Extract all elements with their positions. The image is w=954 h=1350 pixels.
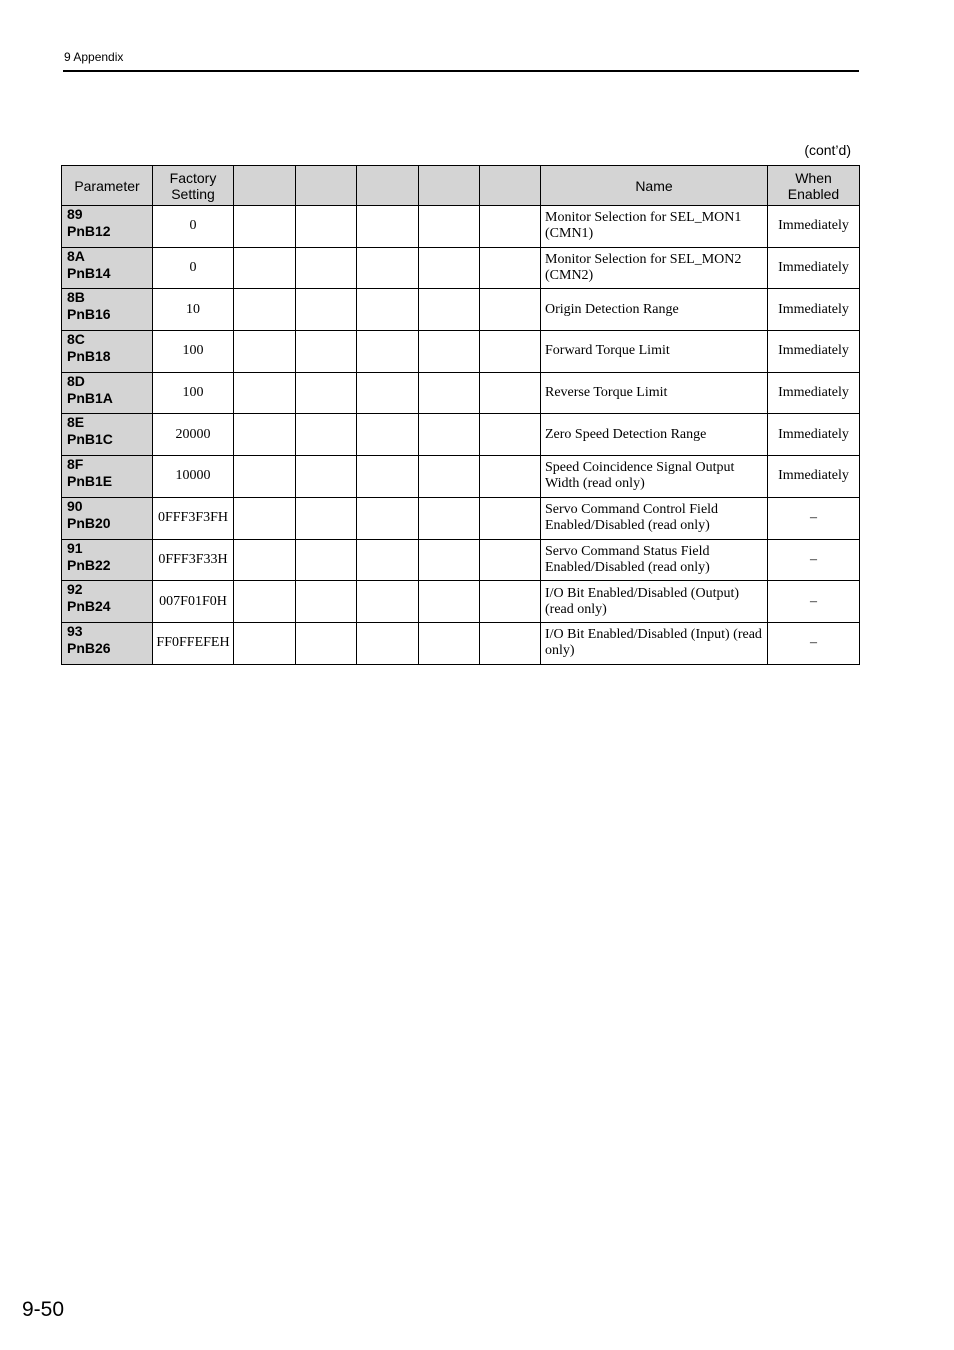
name-cell: Servo Command Control Field Enabled/Disabled (read only) [541, 497, 768, 539]
factory-setting-cell: 100 [153, 372, 234, 414]
parameter-code: 93 [67, 622, 83, 639]
table-row [62, 206, 860, 248]
factory-setting-cell: 20000 [153, 414, 234, 456]
blank-cell-4 [419, 539, 480, 581]
when-enabled-cell: – [768, 622, 860, 664]
parameter-table [61, 165, 860, 665]
parameter-id: PnB1E [67, 473, 113, 490]
parameter-cell [62, 247, 153, 289]
when-enabled-cell: Immediately [768, 414, 860, 456]
blank-cell-2 [296, 331, 357, 373]
factory-setting-cell: 10 [153, 289, 234, 331]
parameter-cell [62, 206, 153, 248]
blank-cell-4 [419, 414, 480, 456]
table-header-row [62, 166, 860, 206]
blank-cell-5 [480, 206, 541, 248]
parameter-cell [62, 539, 153, 581]
factory-setting-cell: 007F01F0H [153, 581, 234, 623]
blank-cell-5 [480, 414, 541, 456]
table-row [62, 331, 860, 373]
blank-cell-3 [357, 456, 419, 498]
name-cell: Monitor Selection for SEL_MON1 (CMN1) [541, 206, 768, 248]
blank-cell-3 [357, 206, 419, 248]
blank-cell-2 [296, 622, 357, 664]
when-enabled-cell: Immediately [768, 372, 860, 414]
parameter-code: 8F [67, 456, 84, 473]
name-cell: Servo Command Status Field Enabled/Disabled (read only) [541, 539, 768, 581]
blank-cell-1 [234, 206, 296, 248]
blank-cell-3 [357, 581, 419, 623]
header-when-line2: Enabled [787, 185, 840, 202]
when-enabled-cell: – [768, 497, 860, 539]
parameter-cell [62, 414, 153, 456]
header-factory-setting [153, 166, 234, 206]
name-cell: Forward Torque Limit [541, 331, 768, 373]
table-row [62, 414, 860, 456]
blank-cell-3 [357, 622, 419, 664]
factory-setting-cell: 0 [153, 206, 234, 248]
blank-cell-5 [480, 456, 541, 498]
blank-cell-3 [357, 539, 419, 581]
blank-cell-5 [480, 247, 541, 289]
blank-cell-5 [480, 581, 541, 623]
name-cell: Reverse Torque Limit [541, 372, 768, 414]
header-rule [63, 70, 859, 72]
when-enabled-cell: – [768, 581, 860, 623]
blank-cell-5 [480, 372, 541, 414]
blank-cell-5 [480, 289, 541, 331]
parameter-code: 91 [67, 539, 83, 556]
blank-cell-2 [296, 539, 357, 581]
parameter-cell [62, 497, 153, 539]
blank-cell-2 [296, 497, 357, 539]
blank-cell-4 [419, 247, 480, 289]
blank-cell-2 [296, 289, 357, 331]
parameter-id: PnB14 [67, 264, 111, 281]
when-enabled-cell: Immediately [768, 456, 860, 498]
name-cell: Zero Speed Detection Range [541, 414, 768, 456]
parameter-id: PnB26 [67, 639, 111, 656]
blank-cell-3 [357, 247, 419, 289]
blank-cell-1 [234, 289, 296, 331]
parameter-code: 8C [67, 331, 85, 348]
blank-cell-1 [234, 497, 296, 539]
parameter-id: PnB24 [67, 598, 111, 615]
parameter-id: PnB1C [67, 431, 113, 448]
blank-cell-3 [357, 289, 419, 331]
blank-cell-3 [357, 497, 419, 539]
blank-cell-1 [234, 581, 296, 623]
header-factory-line1: Factory [169, 169, 217, 186]
blank-cell-3 [357, 372, 419, 414]
blank-cell-3 [357, 331, 419, 373]
parameter-cell [62, 456, 153, 498]
parameter-code: 92 [67, 581, 83, 598]
parameter-code: 8A [67, 247, 85, 264]
parameter-id: PnB18 [67, 348, 111, 365]
parameter-cell [62, 581, 153, 623]
blank-cell-1 [234, 456, 296, 498]
blank-cell-1 [234, 331, 296, 373]
header-factory-line2: Setting [171, 185, 215, 202]
factory-setting-cell: 0FFF3F33H [153, 539, 234, 581]
name-cell: Monitor Selection for SEL_MON2 (CMN2) [541, 247, 768, 289]
table-row [62, 456, 860, 498]
blank-cell-2 [296, 206, 357, 248]
name-cell: I/O Bit Enabled/Disabled (Input) (read only) [541, 622, 768, 664]
parameter-cell [62, 331, 153, 373]
header-name: Name [541, 166, 768, 206]
parameter-code: 8D [67, 372, 85, 389]
name-cell: I/O Bit Enabled/Disabled (Output) (read only) [541, 581, 768, 623]
table-row [62, 247, 860, 289]
header-when-enabled [768, 166, 860, 206]
blank-cell-4 [419, 497, 480, 539]
blank-cell-5 [480, 539, 541, 581]
table-row [62, 372, 860, 414]
header-blank-2 [296, 166, 357, 206]
parameter-code: 89 [67, 206, 83, 222]
blank-cell-4 [419, 372, 480, 414]
when-enabled-cell: – [768, 539, 860, 581]
header-blank-5 [480, 166, 541, 206]
factory-setting-cell: FF0FFEFEH [153, 622, 234, 664]
when-enabled-cell: Immediately [768, 289, 860, 331]
blank-cell-1 [234, 414, 296, 456]
factory-setting-cell: 10000 [153, 456, 234, 498]
running-header: 9 Appendix [64, 50, 124, 64]
parameter-cell [62, 289, 153, 331]
header-blank-4 [419, 166, 480, 206]
blank-cell-2 [296, 456, 357, 498]
blank-cell-4 [419, 331, 480, 373]
parameter-id: PnB1A [67, 389, 113, 406]
blank-cell-1 [234, 372, 296, 414]
table-row [62, 581, 860, 623]
blank-cell-2 [296, 414, 357, 456]
when-enabled-cell: Immediately [768, 206, 860, 248]
blank-cell-4 [419, 456, 480, 498]
factory-setting-cell: 0 [153, 247, 234, 289]
blank-cell-4 [419, 622, 480, 664]
name-cell: Speed Coincidence Signal Output Width (read only) [541, 456, 768, 498]
continued-label: (cont’d) [804, 142, 851, 158]
blank-cell-4 [419, 581, 480, 623]
parameter-cell [62, 622, 153, 664]
when-enabled-cell: Immediately [768, 247, 860, 289]
header-when-line1: When [795, 169, 832, 186]
blank-cell-1 [234, 247, 296, 289]
parameter-id: PnB16 [67, 306, 111, 323]
parameter-id: PnB20 [67, 514, 111, 531]
blank-cell-2 [296, 247, 357, 289]
blank-cell-5 [480, 622, 541, 664]
parameter-code: 90 [67, 497, 83, 514]
parameter-id: PnB12 [67, 223, 111, 239]
blank-cell-4 [419, 289, 480, 331]
blank-cell-1 [234, 539, 296, 581]
table-row [62, 289, 860, 331]
factory-setting-cell: 100 [153, 331, 234, 373]
table-row [62, 622, 860, 664]
blank-cell-2 [296, 372, 357, 414]
parameter-code: 8E [67, 414, 85, 431]
table-row [62, 539, 860, 581]
header-parameter: Parameter [62, 166, 153, 206]
when-enabled-cell: Immediately [768, 331, 860, 373]
blank-cell-4 [419, 206, 480, 248]
parameter-cell [62, 372, 153, 414]
parameter-code: 8B [67, 289, 85, 306]
blank-cell-3 [357, 414, 419, 456]
blank-cell-5 [480, 331, 541, 373]
name-cell: Origin Detection Range [541, 289, 768, 331]
blank-cell-5 [480, 497, 541, 539]
blank-cell-2 [296, 581, 357, 623]
factory-setting-cell: 0FFF3F3FH [153, 497, 234, 539]
header-blank-1 [234, 166, 296, 206]
parameter-id: PnB22 [67, 556, 111, 573]
blank-cell-1 [234, 622, 296, 664]
page-number: 9-50 [22, 1298, 65, 1321]
table-row [62, 497, 860, 539]
header-blank-3 [357, 166, 419, 206]
